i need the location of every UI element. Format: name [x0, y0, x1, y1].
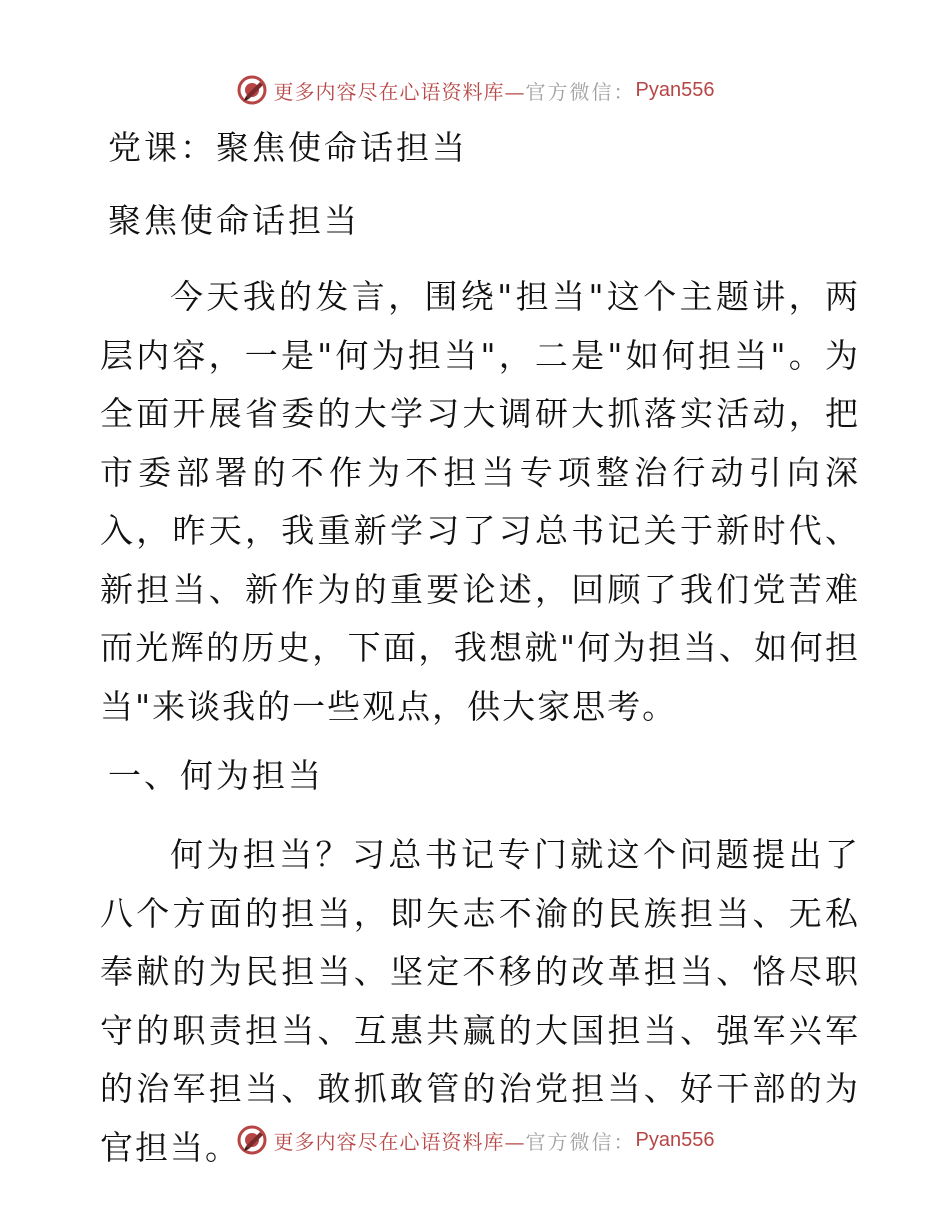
header-wechat-id: Pyan556	[635, 78, 715, 101]
section-heading: 一、何为担当	[108, 756, 324, 795]
intro-paragraph: 今天我的发言，围绕"担当"这个主题讲，两层内容，一是"何为担当"，二是"如何担当"。为全面开展省委的大学习大调研大抓落实活动，把市委部署的不作为不担当专项整治行动引向深入，昨天，我重新学习了习总书记关于新时代、新担当、新作为的重要论述，回顾了我们党苦难而光辉的历史，下面，我想就"何为担当、如何担当"来谈我的一些观点，供大家思考。	[100, 277, 860, 726]
footer-watermark-banner	[0, 1120, 950, 1160]
footer-wechat-label: 官方微信：	[525, 1129, 636, 1154]
header-brand-text: 更多内容尽在心语资料库—	[273, 79, 526, 104]
footer-brand-text: 更多内容尽在心语资料库—	[273, 1129, 526, 1154]
header-wechat-label: 官方微信：	[525, 79, 636, 104]
header-watermark-banner	[0, 70, 950, 110]
document-subtitle: 聚焦使命话担当	[108, 201, 360, 240]
pen-logo-icon	[236, 1124, 268, 1156]
document-title: 党课：聚焦使命话担当	[108, 128, 468, 167]
section-paragraph: 何为担当？习总书记专门就这个问题提出了八个方面的担当，即矢志不渝的民族担当、无私奉献的为民担当、坚定不移的改革担当、恪尽职守的职责担当、互惠共赢的大国担当、强军兴军的治军担当、敢抓敢管的治党担当、好干部的为官担当。	[100, 835, 860, 1167]
footer-wechat-id: Pyan556	[635, 1128, 715, 1151]
pen-logo-icon	[236, 74, 268, 106]
